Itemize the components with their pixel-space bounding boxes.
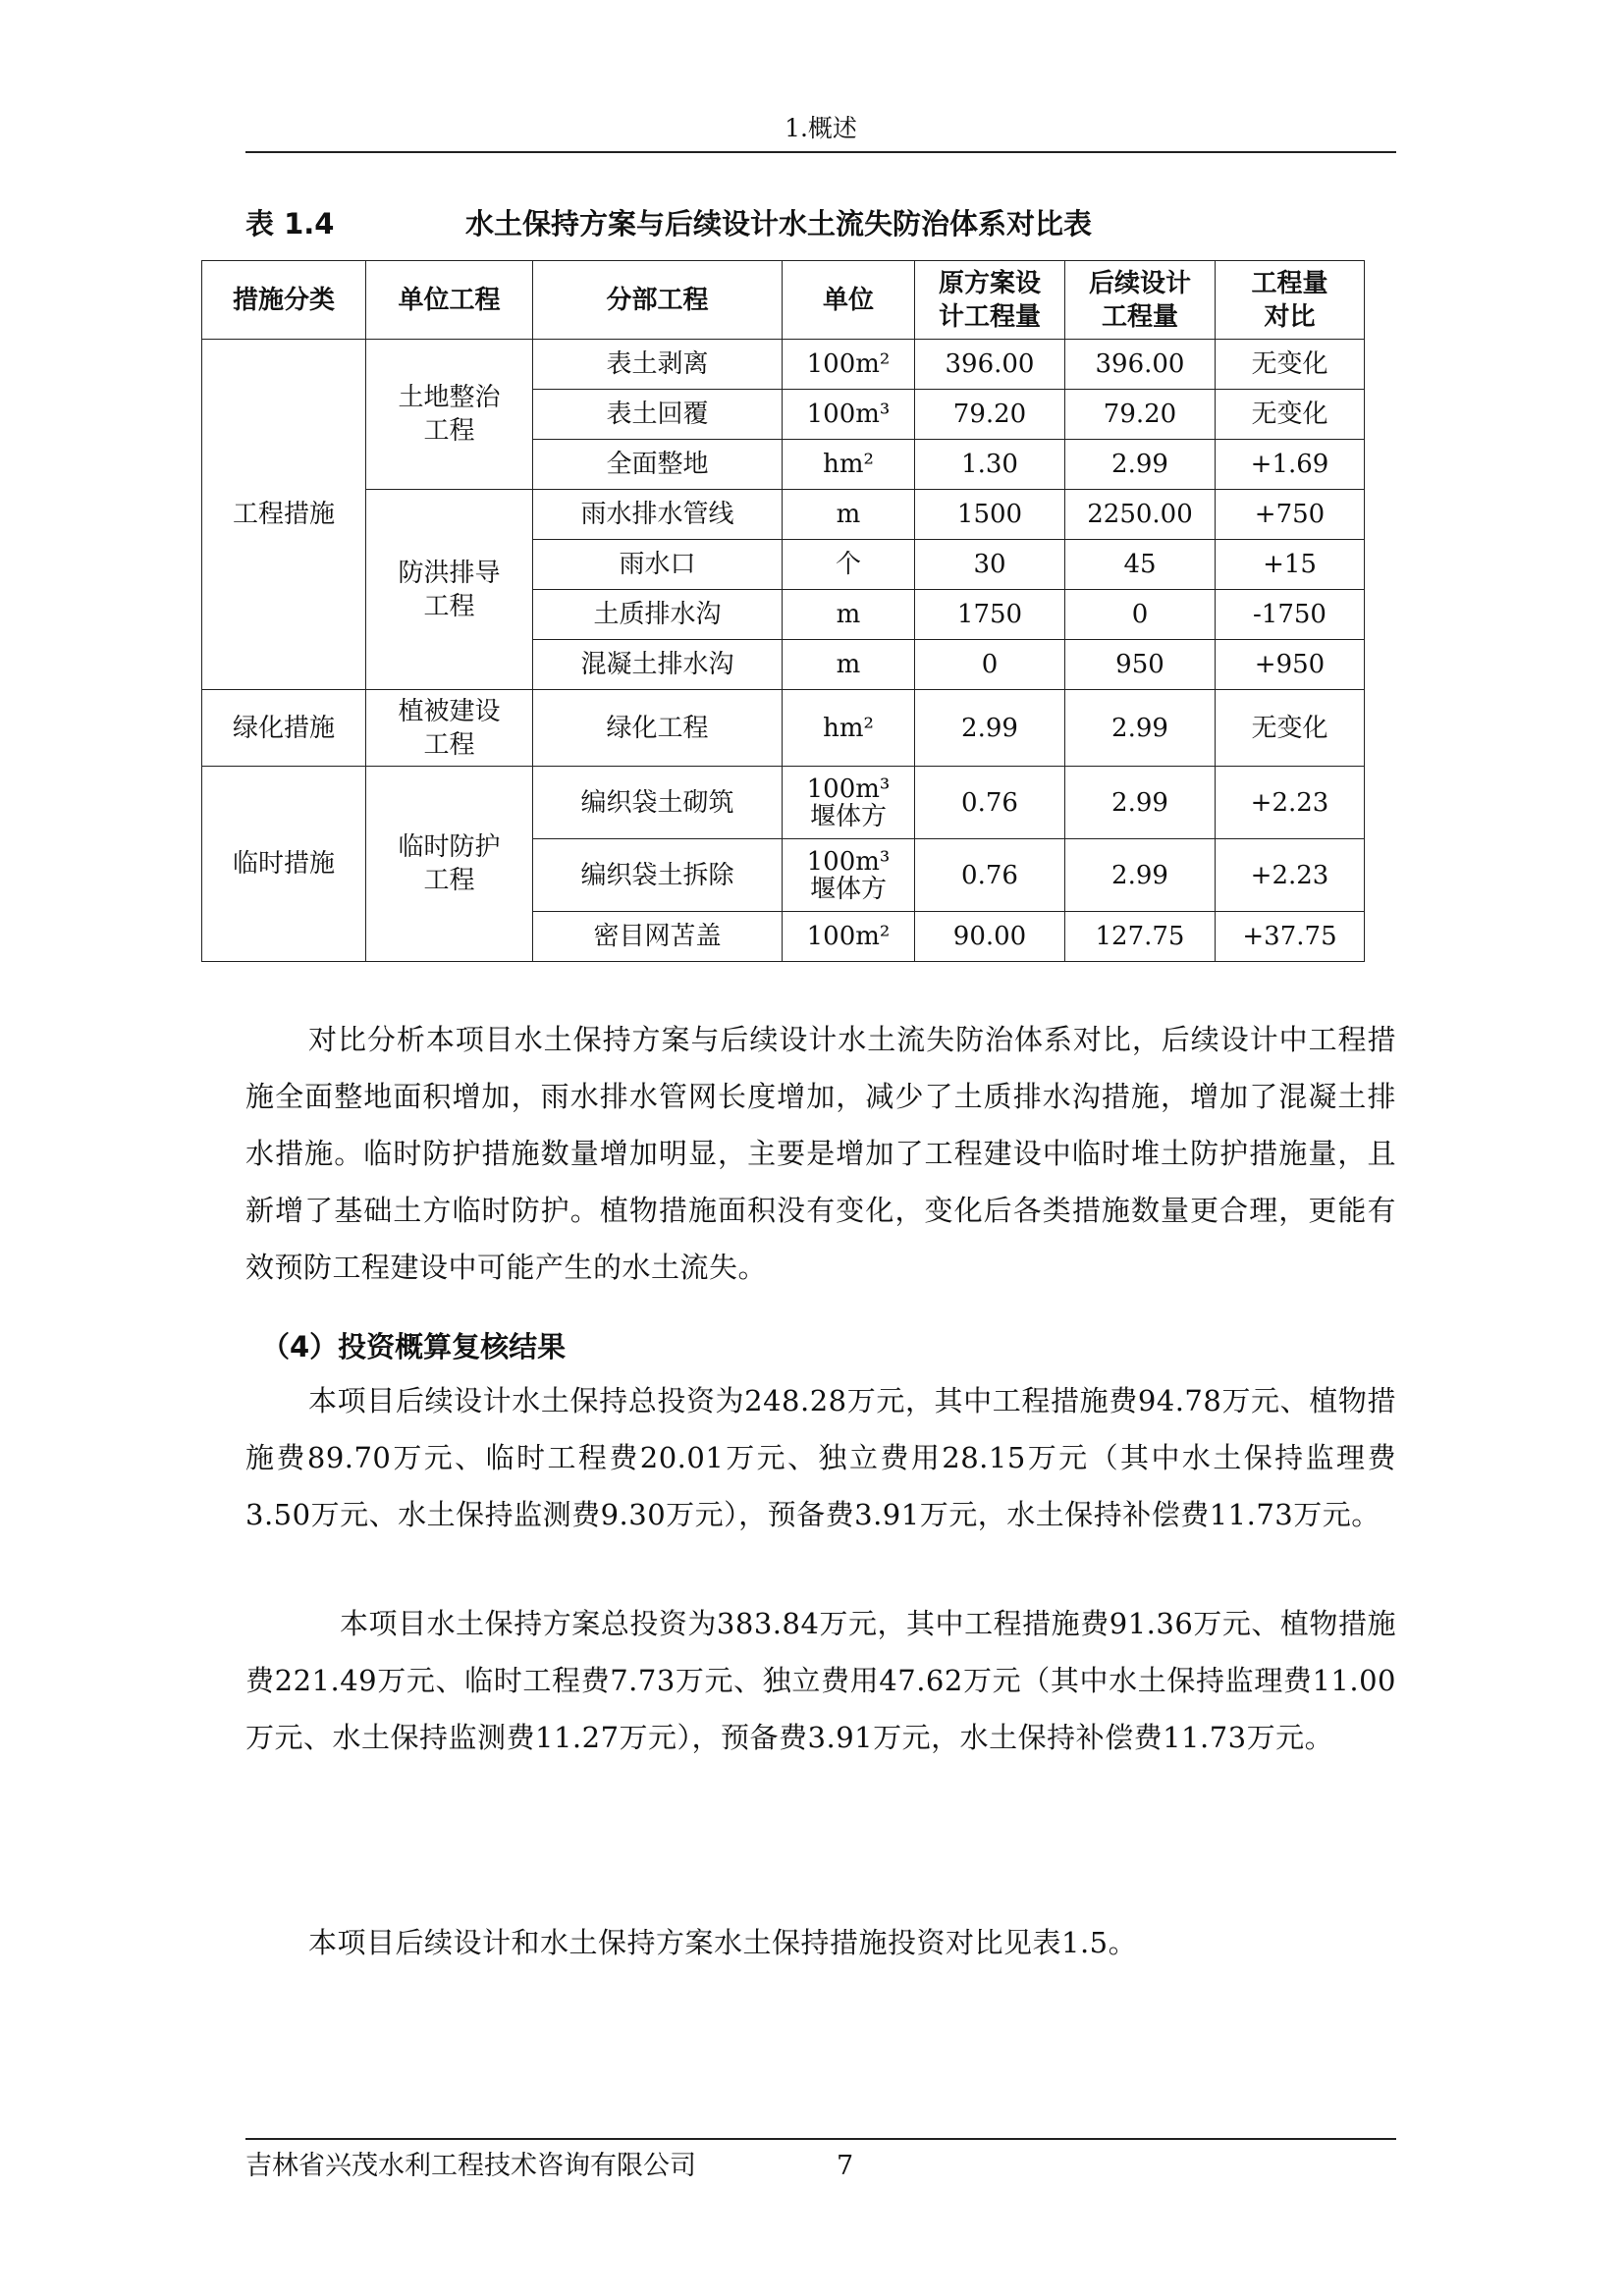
col-header-category: 措施分类 bbox=[202, 261, 366, 340]
unit-cell: m bbox=[783, 490, 915, 540]
comparison-cell: 无变化 bbox=[1216, 390, 1365, 440]
category-cell-engineering: 工程措施 bbox=[202, 340, 366, 690]
original-cell: 1500 bbox=[915, 490, 1065, 540]
unit-project-cell-flood: 防洪排导 工程 bbox=[366, 490, 533, 690]
table-row bbox=[202, 767, 1365, 839]
col-header-unit: 单位 bbox=[783, 261, 915, 340]
original-cell: 79.20 bbox=[915, 390, 1065, 440]
original-cell: 0.76 bbox=[915, 839, 1065, 912]
later-design-investment-paragraph bbox=[245, 1372, 1396, 1543]
unit-cell: 100m² bbox=[783, 340, 915, 390]
table-title: 水土保持方案与后续设计水土流失防治体系对比表 bbox=[465, 207, 1093, 240]
original-cell: 0 bbox=[915, 640, 1065, 690]
section-heading: （4）投资概算复核结果 bbox=[261, 1330, 567, 1363]
later-cell: 2250.00 bbox=[1065, 490, 1216, 540]
paragraph-text: 本项目水土保持方案总投资为383.84万元，其中工程措施费91.36万元、植物措施费221.49万元、临时工程费7.73万元、独立费用47.62万元（其中水土保持监理费11.00万元、水土保持监测费11.27万元），预备费3.91万元，水土保持补偿费11.73万元。 bbox=[245, 1607, 1396, 1754]
original-plan-investment-paragraph bbox=[245, 1595, 1396, 1766]
comparison-cell: +15 bbox=[1216, 540, 1365, 590]
comparison-cell: 无变化 bbox=[1216, 340, 1365, 390]
later-cell: 2.99 bbox=[1065, 767, 1216, 839]
comparison-cell: +1.69 bbox=[1216, 440, 1365, 490]
comparison-table bbox=[201, 260, 1365, 962]
header-rule bbox=[245, 151, 1396, 153]
sub-project-cell: 绿化工程 bbox=[533, 690, 783, 767]
category-cell-greening: 绿化措施 bbox=[202, 690, 366, 767]
original-cell: 0.76 bbox=[915, 767, 1065, 839]
later-cell: 0 bbox=[1065, 590, 1216, 640]
unit-cell: 100m³ 堰体方 bbox=[783, 839, 915, 912]
paragraph-text: 本项目后续设计水土保持总投资为248.28万元，其中工程措施费94.78万元、植物措施费89.70万元、临时工程费20.01万元、独立费用28.15万元（其中水土保持监理费3.50万元、水土保持监测费9.30万元），预备费3.91万元，水土保持补偿费11.73万元。 bbox=[245, 1384, 1396, 1531]
sub-project-cell: 编织袋土砌筑 bbox=[533, 767, 783, 839]
table-header-row bbox=[202, 261, 1365, 340]
page-number: 7 bbox=[837, 2151, 854, 2181]
sub-project-cell: 雨水口 bbox=[533, 540, 783, 590]
later-cell: 2.99 bbox=[1065, 440, 1216, 490]
col-header-later-quantity: 后续设计 工程量 bbox=[1065, 261, 1216, 340]
col-header-comparison: 工程量 对比 bbox=[1216, 261, 1365, 340]
unit-cell: 100m² bbox=[783, 912, 915, 962]
table-row bbox=[202, 490, 1365, 540]
unit-project-cell-land: 土地整治 工程 bbox=[366, 340, 533, 490]
later-cell: 396.00 bbox=[1065, 340, 1216, 390]
original-cell: 396.00 bbox=[915, 340, 1065, 390]
later-cell: 127.75 bbox=[1065, 912, 1216, 962]
unit-cell: hm² bbox=[783, 690, 915, 767]
comparison-cell: +750 bbox=[1216, 490, 1365, 540]
unit-cell: m bbox=[783, 640, 915, 690]
comparison-cell: +37.75 bbox=[1216, 912, 1365, 962]
unit-cell: m bbox=[783, 590, 915, 640]
col-header-original-quantity: 原方案设 计工程量 bbox=[915, 261, 1065, 340]
category-cell-temporary: 临时措施 bbox=[202, 767, 366, 962]
original-cell: 1.30 bbox=[915, 440, 1065, 490]
sub-project-cell: 编织袋土拆除 bbox=[533, 839, 783, 912]
col-header-unit-project: 单位工程 bbox=[366, 261, 533, 340]
sub-project-cell: 密目网苫盖 bbox=[533, 912, 783, 962]
unit-cell: 100m³ 堰体方 bbox=[783, 767, 915, 839]
analysis-paragraph bbox=[245, 1011, 1396, 1296]
later-cell: 79.20 bbox=[1065, 390, 1216, 440]
comparison-cell: +2.23 bbox=[1216, 839, 1365, 912]
unit-cell: 100m³ bbox=[783, 390, 915, 440]
later-cell: 45 bbox=[1065, 540, 1216, 590]
unit-project-cell-temp: 临时防护 工程 bbox=[366, 767, 533, 962]
original-cell: 30 bbox=[915, 540, 1065, 590]
later-cell: 950 bbox=[1065, 640, 1216, 690]
footer-company: 吉林省兴茂水利工程技术咨询有限公司 bbox=[245, 2151, 696, 2181]
sub-project-cell: 表土回覆 bbox=[533, 390, 783, 440]
original-cell: 1750 bbox=[915, 590, 1065, 640]
comparison-cell: 无变化 bbox=[1216, 690, 1365, 767]
unit-cell: 个 bbox=[783, 540, 915, 590]
sub-project-cell: 土质排水沟 bbox=[533, 590, 783, 640]
running-header: 1.概述 bbox=[785, 114, 857, 142]
table-row bbox=[202, 690, 1365, 767]
sub-project-cell: 全面整地 bbox=[533, 440, 783, 490]
sub-project-cell: 混凝土排水沟 bbox=[533, 640, 783, 690]
unit-project-cell-veg: 植被建设 工程 bbox=[366, 690, 533, 767]
comparison-cell: -1750 bbox=[1216, 590, 1365, 640]
table-row bbox=[202, 340, 1365, 390]
unit-cell: hm² bbox=[783, 440, 915, 490]
table-number: 表 1.4 bbox=[245, 207, 335, 240]
table-caption bbox=[245, 202, 1396, 245]
comparison-cell: +2.23 bbox=[1216, 767, 1365, 839]
sub-project-cell: 表土剥离 bbox=[533, 340, 783, 390]
col-header-sub-project: 分部工程 bbox=[533, 261, 783, 340]
paragraph-text: 对比分析本项目水土保持方案与后续设计水土流失防治体系对比，后续设计中工程措施全面整地面积增加，雨水排水管网长度增加，减少了土质排水沟措施，增加了混凝土排水措施。临时防护措施数量增加明显，主要是增加了工程建设中临时堆土防护措施量，且新增了基础土方临时防护。植物措施面积没有变化，变化后各类措施数量更合理，更能有效预防工程建设中可能产生的水土流失。 bbox=[245, 1023, 1396, 1284]
reference-paragraph bbox=[245, 1914, 1396, 1971]
original-cell: 2.99 bbox=[915, 690, 1065, 767]
comparison-cell: +950 bbox=[1216, 640, 1365, 690]
paragraph-text: 本项目后续设计和水土保持方案水土保持措施投资对比见表1.5。 bbox=[308, 1926, 1138, 1959]
sub-project-cell: 雨水排水管线 bbox=[533, 490, 783, 540]
later-cell: 2.99 bbox=[1065, 690, 1216, 767]
original-cell: 90.00 bbox=[915, 912, 1065, 962]
footer-rule bbox=[245, 2138, 1396, 2140]
later-cell: 2.99 bbox=[1065, 839, 1216, 912]
